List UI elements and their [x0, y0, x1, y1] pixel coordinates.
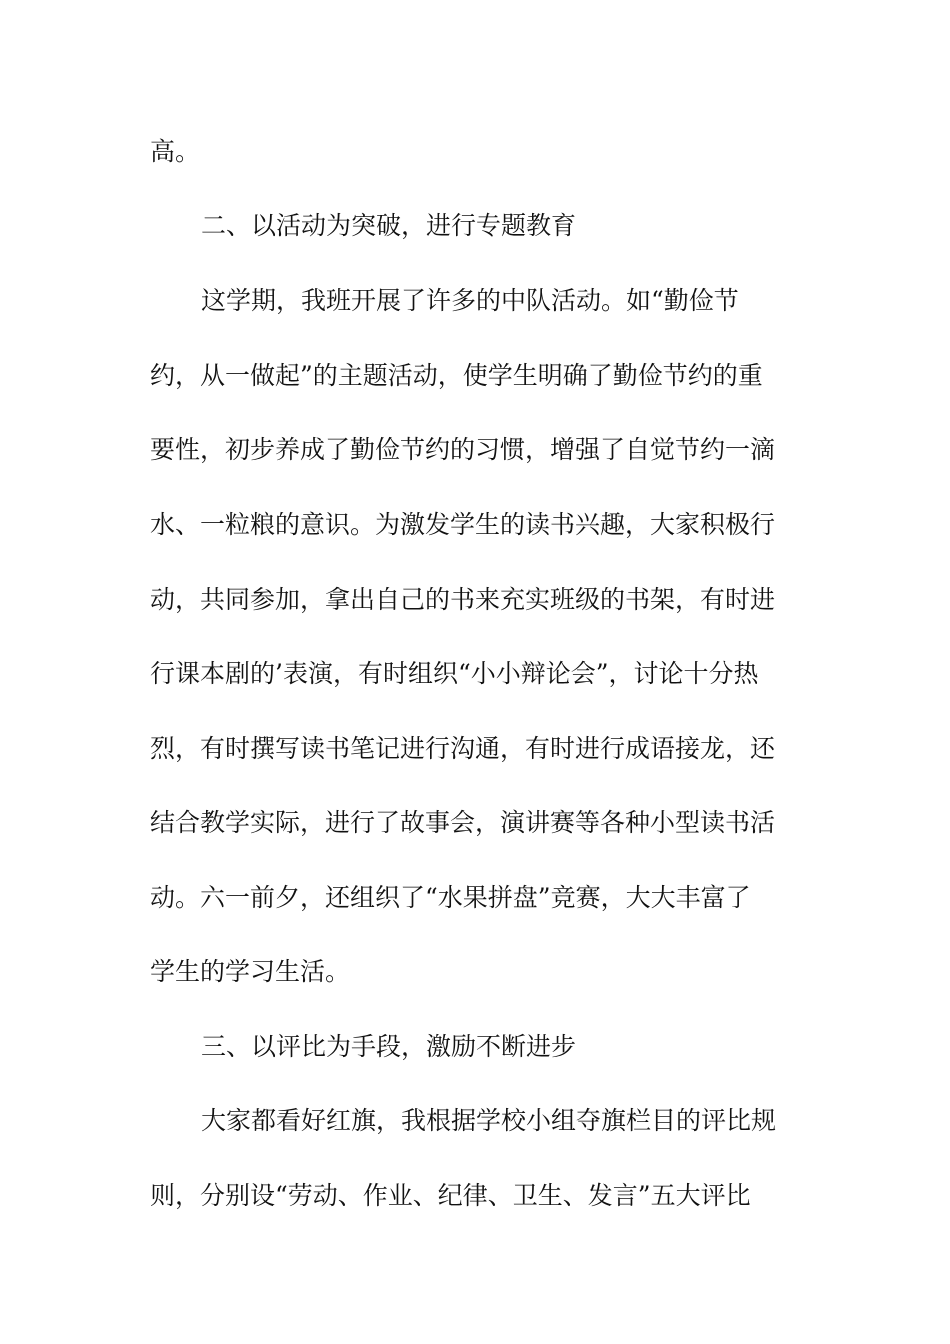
text-line: 烈，有时撰写读书笔记进行沟通，有时进行成语接龙，还 — [150, 734, 776, 763]
text-line: 水、一粒粮的意识。为激发学生的读书兴趣，大家积极行 — [150, 510, 776, 539]
text-line: 高。 — [150, 137, 201, 166]
text-line: 则，分别设“劳动、作业、纪律、卫生、发言”五大评比 — [150, 1181, 751, 1210]
section-heading: 三、以评比为手段，激励不断进步 — [201, 1032, 577, 1061]
text-line: 结合教学实际，进行了故事会，演讲赛等各种小型读书活 — [150, 808, 776, 837]
text-line: 约，从一做起”的主题活动，使学生明确了勤俭节约的重 — [150, 361, 763, 390]
text-line: 这学期，我班开展了许多的中队活动。如“勤俭节 — [201, 286, 739, 315]
section-heading: 二、以活动为突破，进行专题教育 — [201, 211, 577, 240]
text-line: 行课本剧的’表演，有时组织“小小辩论会”，讨论十分热 — [150, 659, 759, 688]
text-line: 大家都看好红旗，我根据学校小组夺旗栏目的评比规 — [201, 1106, 777, 1135]
text-line: 动。六一前夕，还组织了“水果拼盘”竞赛，大大丰富了 — [150, 883, 751, 912]
text-line: 学生的学习生活。 — [150, 957, 351, 986]
text-line: 动，共同参加，拿出自己的书来充实班级的书架，有时进 — [150, 585, 776, 614]
text-line: 要性，初步养成了勤俭节约的习惯，增强了自觉节约一滴 — [150, 435, 776, 464]
